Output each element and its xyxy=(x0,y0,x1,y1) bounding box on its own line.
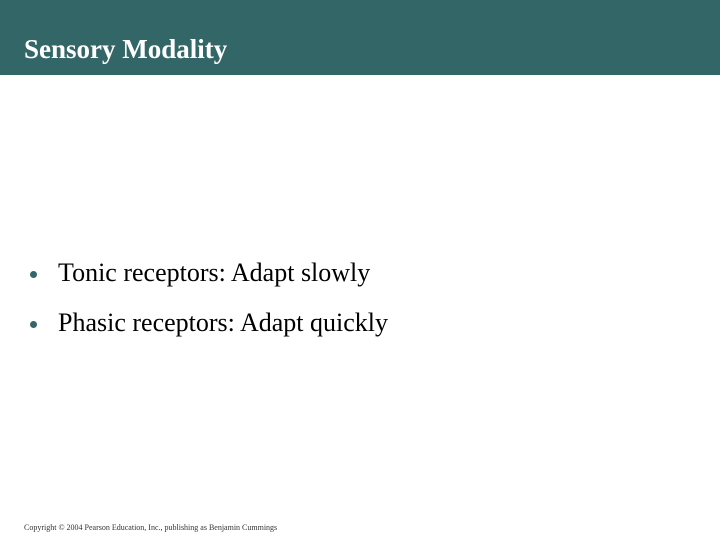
bullet-item-phasic xyxy=(30,309,388,337)
bullet-list xyxy=(30,259,388,359)
bullet-text: Phasic receptors: Adapt quickly xyxy=(58,308,388,337)
bullet-dot-icon xyxy=(30,271,37,278)
bullet-dot-icon xyxy=(30,321,37,328)
copyright-footer: Copyright © 2004 Pearson Education, Inc., publishing as Benjamin Cummings xyxy=(24,523,278,532)
bullet-item-tonic xyxy=(30,259,388,287)
bullet-text: Tonic receptors: Adapt slowly xyxy=(58,258,371,287)
title-bar xyxy=(0,0,720,75)
slide-title: Sensory Modality xyxy=(24,34,228,64)
